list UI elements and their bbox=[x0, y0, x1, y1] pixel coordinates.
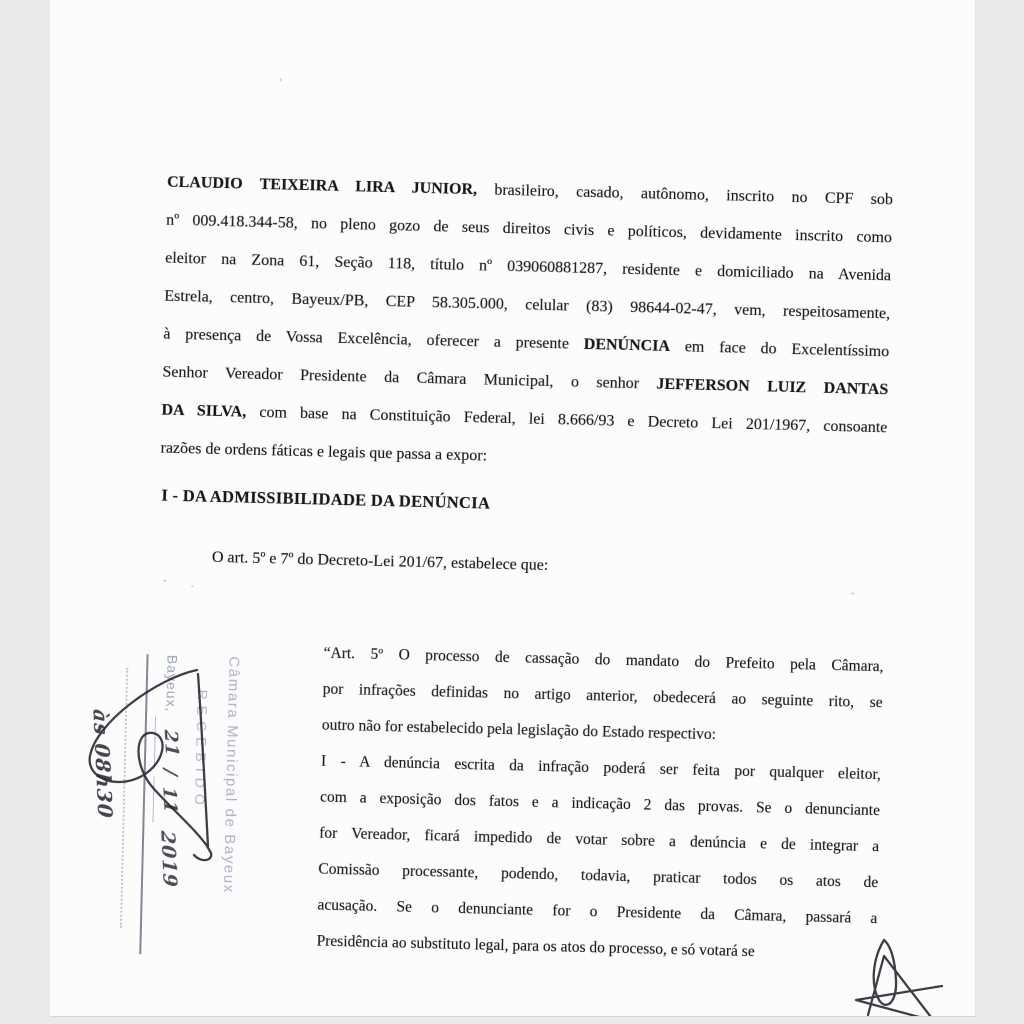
accused-name: JEFFERSON LUIZ DANTAS bbox=[656, 375, 889, 399]
scan-speckle bbox=[280, 78, 282, 81]
paragraph-line: eleitor na Zona 61, Seção 118, título nº 039060881287, residente e domiciliado na Avenida bbox=[165, 249, 892, 285]
denuncia-term: DENÚNCIA bbox=[583, 335, 671, 355]
quote-line: “Art. 5º O processo de cassação do mandato do Prefeito pela Câmara, bbox=[323, 644, 884, 676]
handwritten-slash: / bbox=[159, 768, 181, 778]
quote-line: acusação. Se o denunciante for o Presidente da Câmara, passará a bbox=[317, 896, 878, 928]
date-month-blank bbox=[152, 777, 184, 824]
stamp-time-line bbox=[83, 653, 121, 970]
document-content bbox=[50, 0, 976, 1017]
opening-paragraph bbox=[160, 164, 893, 486]
handwritten-year: 2019 bbox=[156, 830, 181, 889]
quote-line: outro não for estabelecido pela legislação do Estado respectivo: bbox=[321, 716, 717, 744]
paragraph-line: à presença de Vossa Excelência, oferecer a presente DENÚNCIA em face do Excelentíssimo bbox=[163, 325, 890, 361]
paragraph-line: CLAUDIO TEIXEIRA LIRA JUNIOR, brasileiro, casado, autônomo, inscrito no CPF sob bbox=[166, 173, 894, 209]
paragraph-line: Senhor Vereador Presidente da Câmara Municipal, o senhor JEFFERSON LUIZ DANTAS bbox=[162, 363, 889, 399]
quote-line: Presidência ao substituto legal, para os atos do processo, e só votará se bbox=[316, 932, 755, 961]
document-page bbox=[50, 0, 976, 1017]
handwritten-month: 11 bbox=[158, 785, 181, 815]
handwritten-day: 21 bbox=[159, 729, 183, 758]
scan-speckle bbox=[851, 592, 854, 594]
quote-line: Comissão processante, podendo, todavia, praticar todos os atos de bbox=[318, 860, 879, 892]
scan-speckle bbox=[163, 580, 166, 582]
quote-line: I - A denúncia escrita da infração poderá ser feita por qualquer eleitor, bbox=[320, 752, 882, 784]
complainant-name: CLAUDIO TEIXEIRA LIRA JUNIOR, bbox=[166, 173, 478, 199]
stamp-received-label: RECEBIDO bbox=[191, 689, 211, 811]
quote-line: por infrações definidas no artigo anterior, obedecerá ao seguinte rito, se bbox=[322, 680, 883, 712]
stamp-city-label: Bayeux, bbox=[163, 654, 181, 713]
paragraph-line: DA SILVA, com base na Constituição Federal, lei 8.666/93 e Decreto Lei 201/1967, consoante bbox=[161, 401, 888, 437]
accused-name-continued: DA SILVA, bbox=[161, 401, 247, 421]
stamp-faded-signature-line bbox=[120, 668, 142, 928]
scan-speckle bbox=[191, 585, 193, 587]
date-day-blank bbox=[154, 717, 186, 770]
paragraph-line: razões de ordens fáticas e legais que passa a expor: bbox=[160, 439, 488, 465]
section-heading: I - DA ADMISSIBILIDADE DA DENÚNCIA bbox=[161, 485, 491, 513]
paragraph-line: nº 009.418.344-58, no pleno gozo de seus direitos civis e políticos, devidamente inscrito como bbox=[165, 211, 893, 247]
paragraph-line: Estrela, centro, Bayeux/PB, CEP 58.305.000, celular (83) 98644-02-47, vem, respeitosamente, bbox=[164, 287, 891, 323]
legal-quote-block bbox=[316, 636, 884, 974]
quote-line: for Vereador, ficará impedido de votar sobre a denúncia e de integrar a bbox=[319, 824, 880, 856]
quote-line: com a exposição dos fatos e a indicação 2 das provas. Se o denunciante bbox=[319, 788, 881, 820]
stamp-org-line: Câmara Municipal de Bayeux bbox=[219, 656, 243, 895]
intro-line: O art. 5º e 7º do Decreto-Lei 201/67, estabelece que: bbox=[211, 548, 549, 575]
handwritten-time: às 08h30 bbox=[88, 708, 118, 820]
received-stamp bbox=[63, 652, 249, 972]
